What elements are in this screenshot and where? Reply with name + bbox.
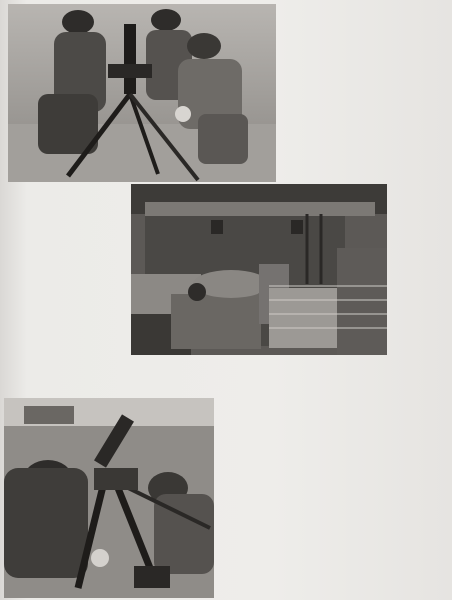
- mortar-crew-image: [8, 4, 276, 182]
- mortar-crew-photo: [8, 4, 276, 182]
- truck-mount-photo: [131, 184, 387, 355]
- firing-position-image: [4, 398, 214, 598]
- firing-position-photo: [4, 398, 214, 598]
- truck-mount-image: [131, 184, 387, 355]
